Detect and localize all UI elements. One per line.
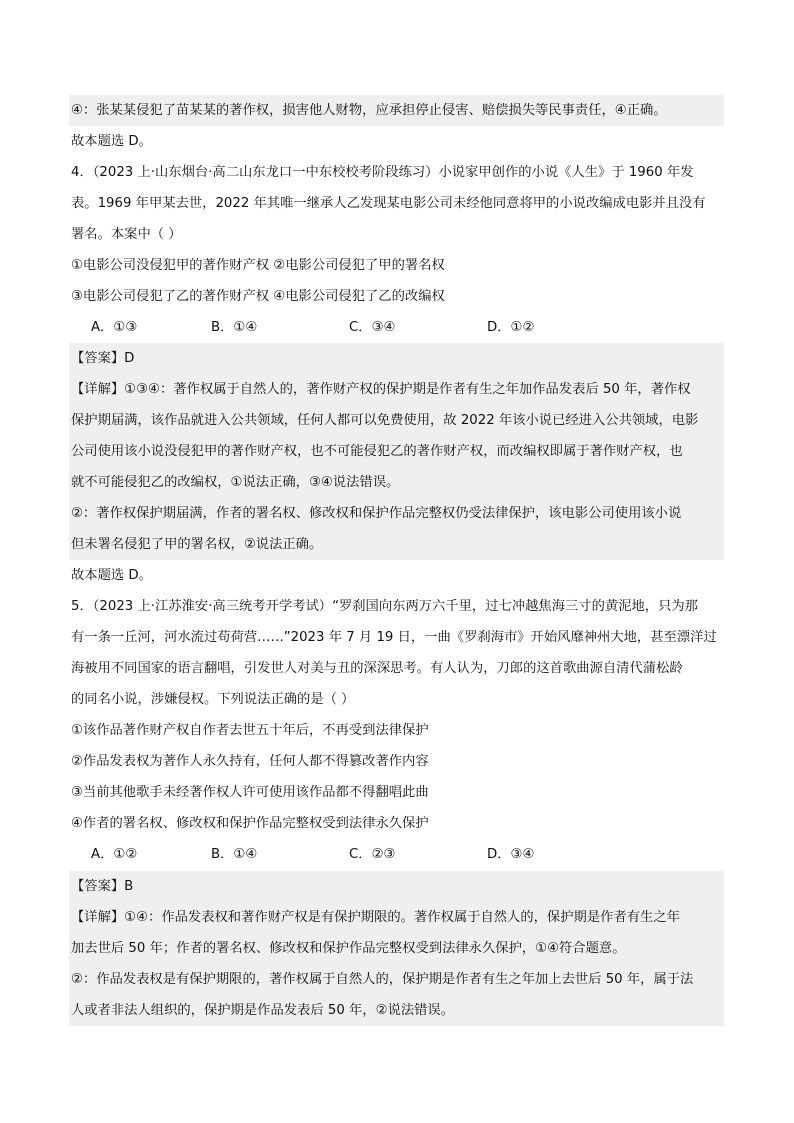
question-stem-line: 4．（2023 上·山东烟台·高二山东龙口一中东校校考阶段练习）小说家甲创作的小说《人生》于 1960 年发 [71,165,694,180]
question-4 [69,157,724,343]
option-a: A．①② [91,847,138,862]
answer-block-4 [69,343,724,560]
answer-block-5 [69,871,724,1026]
detail-line: 公司使用该小说没侵犯甲的著作财产权，也不可能侵犯乙的著作财产权，而改编权即属于著作财产权，也 [71,444,683,459]
prev-answer-conclusion [69,126,724,157]
options-row [69,839,724,870]
detail-line: 加去世后 50 年；作者的署名权、修改权和保护作品完整权受到法律永久保护，①④符合题意。 [71,941,626,956]
statement-line: ①电影公司没侵犯甲的著作财产权 ②电影公司侵犯了甲的署名权 [71,258,445,273]
statement-line: ②作品发表权为著作人永久持有，任何人都不得篡改著作内容 [71,754,429,769]
question-5 [69,591,724,870]
statement-line: ③电影公司侵犯了乙的著作财产权 ④电影公司侵犯了乙的改编权 [71,289,445,304]
detail-line: 保护期届满，该作品就进入公共领域，任何人都可以免费使用，故 2022 年该小说已经进入公共领域，电影 [71,413,699,428]
statement-line: ④作者的署名权、修改权和保护作品完整权受到法律永久保护 [71,816,429,831]
prev-answer-detail [69,95,724,126]
question-stem-line: 有一条一丘河，河水流过苟荷营……”2023 年 7 月 19 日，一曲《罗刹海市》开始风靡神州大地，甚至漂洋过 [71,630,717,645]
question-stem-line: 表。1969 年甲某去世，2022 年其唯一继承人乙发现某电影公司未经他同意将甲的小说改编成电影并且没有 [71,196,706,211]
statement-line: ③当前其他歌手未经著作权人许可使用该作品都不得翻唱此曲 [71,785,429,800]
detail-line: ②：著作权保护期届满，作者的署名权、修改权和保护作品完整权仍受法律保护，该电影公司使用该小说 [71,506,682,521]
question-stem-line: 的同名小说，涉嫌侵权。下列说法正确的是（ ） [71,692,355,707]
option-c: C．②③ [349,847,396,862]
options-row [69,312,724,343]
question-stem-line: 署名。本案中（ ） [71,227,182,242]
statement-line: ①该作品著作财产权自作者去世五十年后，不再受到法律保护 [71,723,429,738]
text-line: 故本题选 D。 [71,134,152,149]
detail-line: ②：作品发表权是有保护期限的，著作权属于自然人的，保护期是作者有生之年加上去世后 50 年，属于法 [71,972,694,987]
option-d: D．①② [487,320,535,335]
option-a: A．①③ [91,320,138,335]
text-line: 故本题选 D。 [71,568,152,583]
option-c: C．③④ [349,320,396,335]
option-d: D．③④ [487,847,535,862]
answer-label: 【答案】B [71,879,134,894]
detail-line: 但未署名侵犯了甲的署名权，②说法正确。 [71,537,323,552]
question-stem-line: 5．（2023 上·江苏淮安·高三统考开学考试）“罗刹国向东两万六千里，过七冲越焦海三寸的黄泥地，只为那 [71,599,698,614]
answer-conclusion-4 [69,560,724,591]
text-line: ④：张某某侵犯了苗某某的著作权，损害他人财物，应承担停止侵害、赔偿损失等民事责任，④正确。 [71,103,667,118]
option-b: B．①④ [211,320,258,335]
answer-label: 【答案】D [71,351,135,366]
detail-line: 人或者非法人组织的，保护期是作品发表后 50 年，②说法错误。 [71,1003,455,1018]
option-b: B．①④ [211,847,258,862]
detail-line: 【详解】①④：作品发表权和著作财产权是有保护期限的。著作权属于自然人的，保护期是作者有生之年 [71,910,680,925]
question-stem-line: 海被用不同国家的语言翻唱，引发世人对美与丑的深深思考。有人认为，刀郎的这首歌曲源自清代蒲松龄 [71,661,683,676]
detail-line: 就不可能侵犯乙的改编权，①说法正确，③④说法错误。 [71,475,400,490]
detail-line: 【详解】①③④：著作权属于自然人的，著作财产权的保护期是作者有生之年加作品发表后 50 年，著作权 [71,382,691,397]
